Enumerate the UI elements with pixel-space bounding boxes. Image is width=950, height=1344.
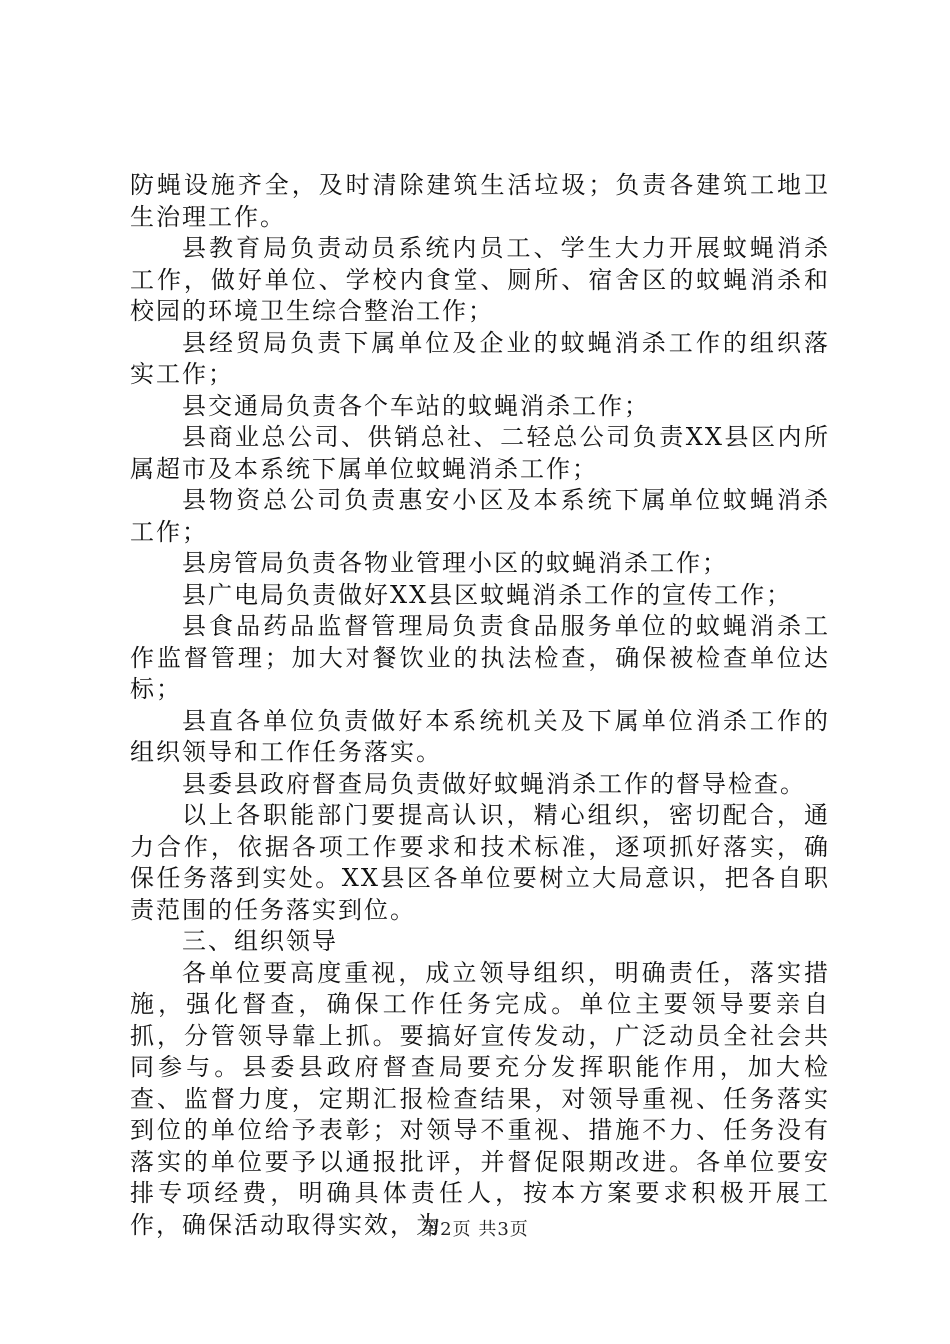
- page-footer: [0, 1215, 950, 1241]
- page-number-label: 第2页 共3页: [421, 1219, 529, 1240]
- paragraph-trade-bureau: 县经贸局负责下属单位及企业的蚊蝇消杀工作的组织落实工作；: [130, 328, 830, 388]
- paragraph-materials-company: 县物资总公司负责惠安小区及本系统下属单位蚊蝇消杀工作；: [130, 486, 830, 546]
- document-body: [130, 170, 830, 1241]
- paragraph-broadcast-bureau: 县广电局负责做好XX县区蚊蝇消杀工作的宣传工作；: [182, 580, 793, 609]
- paragraph-education-bureau: 县教育局负责动员系统内员工、学生大力开展蚊蝇消杀工作，做好单位、学校内食堂、厕所、宿舍区的蚊蝇消杀和校园的环境卫生综合整治工作；: [130, 234, 830, 325]
- paragraph-departments-summary: 以上各职能部门要提高认识，精心组织，密切配合，通力合作，依据各项工作要求和技术标准，逐项抓好落实，确保任务落到实处。XX县区各单位要树立大局意识，把各自职责范围的任务落实到位。: [130, 801, 830, 924]
- paragraph-housing-bureau: 县房管局负责各物业管理小区的蚊蝇消杀工作；: [182, 549, 728, 577]
- paragraph-organization-leadership: 各单位要高度重视，成立领导组织，明确责任，落实措施，强化督查，确保工作任务完成。单位主要领导要亲自抓，分管领导靠上抓。要搞好宣传发动，广泛动员全社会共同参与。县委县政府督查局要充分发挥职能作用，加大检查、监督力度，定期汇报检查结果，对领导重视、任务落实到位的单位给予表彰；对领导不重视、措施不力、任务没有落实的单位要予以通报批评，并督促限期改进。各单位要安排专项经费，明确具体责任人，按本方案要求积极开展工作，确保活动取得实效，为: [130, 958, 830, 1239]
- paragraph-transport-bureau: 县交通局负责各个车站的蚊蝇消杀工作；: [182, 391, 650, 420]
- paragraph-commerce-company: 县商业总公司、供销总社、二轻总公司负责XX县区内所属超市及本系统下属单位蚊蝇消杀工作；: [130, 423, 830, 483]
- paragraph-supervision-bureau: 县委县政府督查局负责做好蚊蝇消杀工作的督导检查。: [182, 769, 806, 798]
- paragraph-food-drug-bureau: 县食品药品监督管理局负责食品服务单位的蚊蝇消杀工作监督管理；加大对餐饮业的执法检查，确保被检查单位达标；: [130, 612, 830, 703]
- paragraph-county-units: 县直各单位负责做好本系统机关及下属单位消杀工作的组织领导和工作任务落实。: [130, 706, 830, 766]
- paragraph-continuation: 防蝇设施齐全，及时清除建筑生活垃圾；负责各建筑工地卫生治理工作。: [130, 171, 830, 231]
- section-heading-organization: 三、组织领导: [182, 927, 338, 955]
